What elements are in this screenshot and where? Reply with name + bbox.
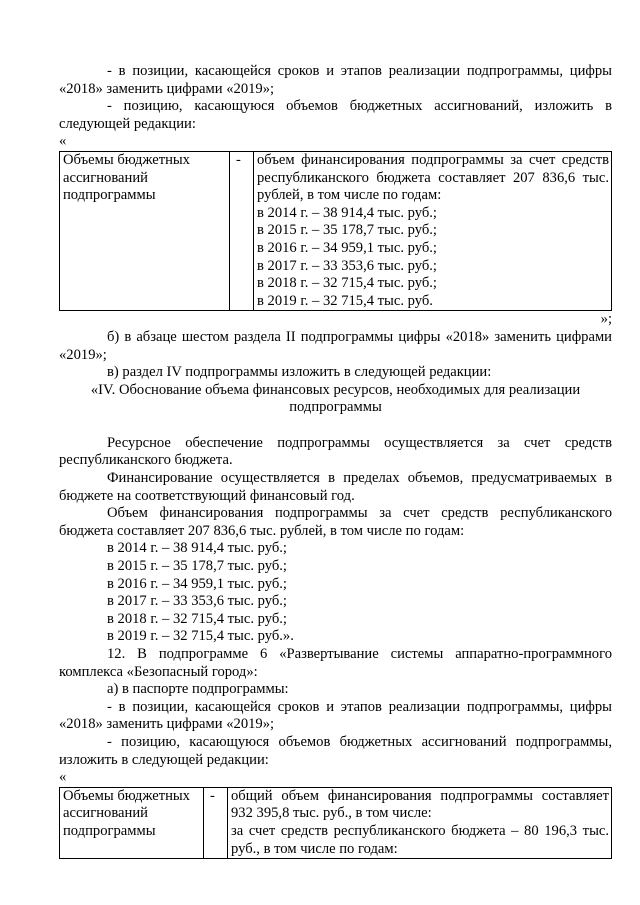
- year-line: в 2016 г. – 34 959,1 тыс. руб.;: [107, 575, 287, 592]
- table2-line: общий объем финансирования подпрограммы составляет 932 395,8 тыс. руб., в том числе:: [231, 787, 609, 822]
- table2-value-cell: [228, 787, 612, 858]
- item-12-line-1: - в позиции, касающейся сроков и этапов реализации подпрограммы, цифры «2018» заменить цифрами «2019»;: [59, 698, 612, 733]
- table1-line: в 2017 г. – 33 353,6 тыс. руб.;: [257, 257, 437, 274]
- table1-dash-cell: [230, 151, 254, 310]
- year-line: в 2015 г. – 35 178,7 тыс. руб.;: [107, 558, 287, 575]
- table1-label: Объемы бюджетных ассигнований подпрограммы: [63, 151, 190, 204]
- open-quote: «: [59, 133, 67, 150]
- intro-line-2: - позицию, касающуюся объемов бюджетных ассигнований, изложить в следующей редакции:: [59, 98, 612, 132]
- budget-table-1: [59, 151, 612, 311]
- table1-line: в 2016 г. – 34 959,1 тыс. руб.;: [257, 239, 437, 256]
- open-quote-2: «: [59, 769, 67, 786]
- year-line: в 2017 г. – 33 353,6 тыс. руб.;: [107, 593, 287, 610]
- table1-line: в 2018 г. – 32 715,4 тыс. руб.;: [257, 275, 437, 292]
- table2-dash-cell: [204, 787, 228, 858]
- year-line: в 2019 г. – 32 715,4 тыс. руб.».: [107, 628, 294, 645]
- table1-line: в 2014 г. – 38 914,4 тыс. руб.;: [257, 204, 437, 221]
- section-title: «IV. Обоснование объема финансовых ресурсов, необходимых для реализации подпрограммы: [90, 381, 581, 416]
- document-page: [59, 63, 612, 859]
- paragraph: Финансирование осуществляется в пределах объемов, предусматриваемых в бюджете на соответствующий финансовый год.: [59, 470, 612, 504]
- table1-line: в 2019 г. – 32 715,4 тыс. руб.: [257, 292, 433, 309]
- table2-label-cell: [60, 787, 204, 858]
- budget-table-2: [59, 787, 612, 859]
- table2-line: за счет средств республиканского бюджета – 80 196,3 тыс. руб., в том числе по годам:: [231, 822, 609, 857]
- table1-dash: -: [236, 151, 241, 168]
- table1-value-cell: [254, 151, 612, 310]
- year-line: в 2014 г. – 38 914,4 тыс. руб.;: [107, 540, 287, 557]
- paragraph: Ресурсное обеспечение подпрограммы осуществляется за счет средств республиканского бюджета.: [59, 434, 612, 469]
- table1-line: объем финансирования подпрограммы за счет средств республиканского бюджета составляет 207 836,6 тыс. рублей, в том числе по годам:: [257, 151, 609, 204]
- table1-line: в 2015 г. – 35 178,7 тыс. руб.;: [257, 222, 437, 239]
- table2-dash: -: [210, 787, 215, 804]
- item-12: 12. В подпрограмме 6 «Развертывание системы аппаратно-программного комплекса «Безопасный город»:: [59, 646, 612, 680]
- item-v: в) раздел IV подпрограммы изложить в следующей редакции:: [107, 364, 492, 381]
- intro-line-1: - в позиции, касающейся сроков и этапов реализации подпрограммы, цифры «2018» заменить цифрами «2019»;: [59, 63, 612, 97]
- item-12a: а) в паспорте подпрограммы:: [107, 681, 289, 698]
- paragraph: Объем финансирования подпрограммы за счет средств республиканского бюджета составляет 207 836,6 тыс. рублей, в том числе по годам:: [59, 505, 612, 539]
- table1-label-cell: [60, 151, 230, 310]
- close-quote: »;: [600, 311, 612, 328]
- item-b: б) в абзаце шестом раздела II подпрограммы цифры «2018» заменить цифрами «2019»;: [59, 328, 612, 363]
- year-line: в 2018 г. – 32 715,4 тыс. руб.;: [107, 610, 287, 627]
- item-12-line-2: - позицию, касающуюся объемов бюджетных ассигнований подпрограммы, изложить в следующей редакции:: [59, 733, 612, 768]
- table2-label: Объемы бюджетных ассигнований подпрограммы: [63, 787, 190, 839]
